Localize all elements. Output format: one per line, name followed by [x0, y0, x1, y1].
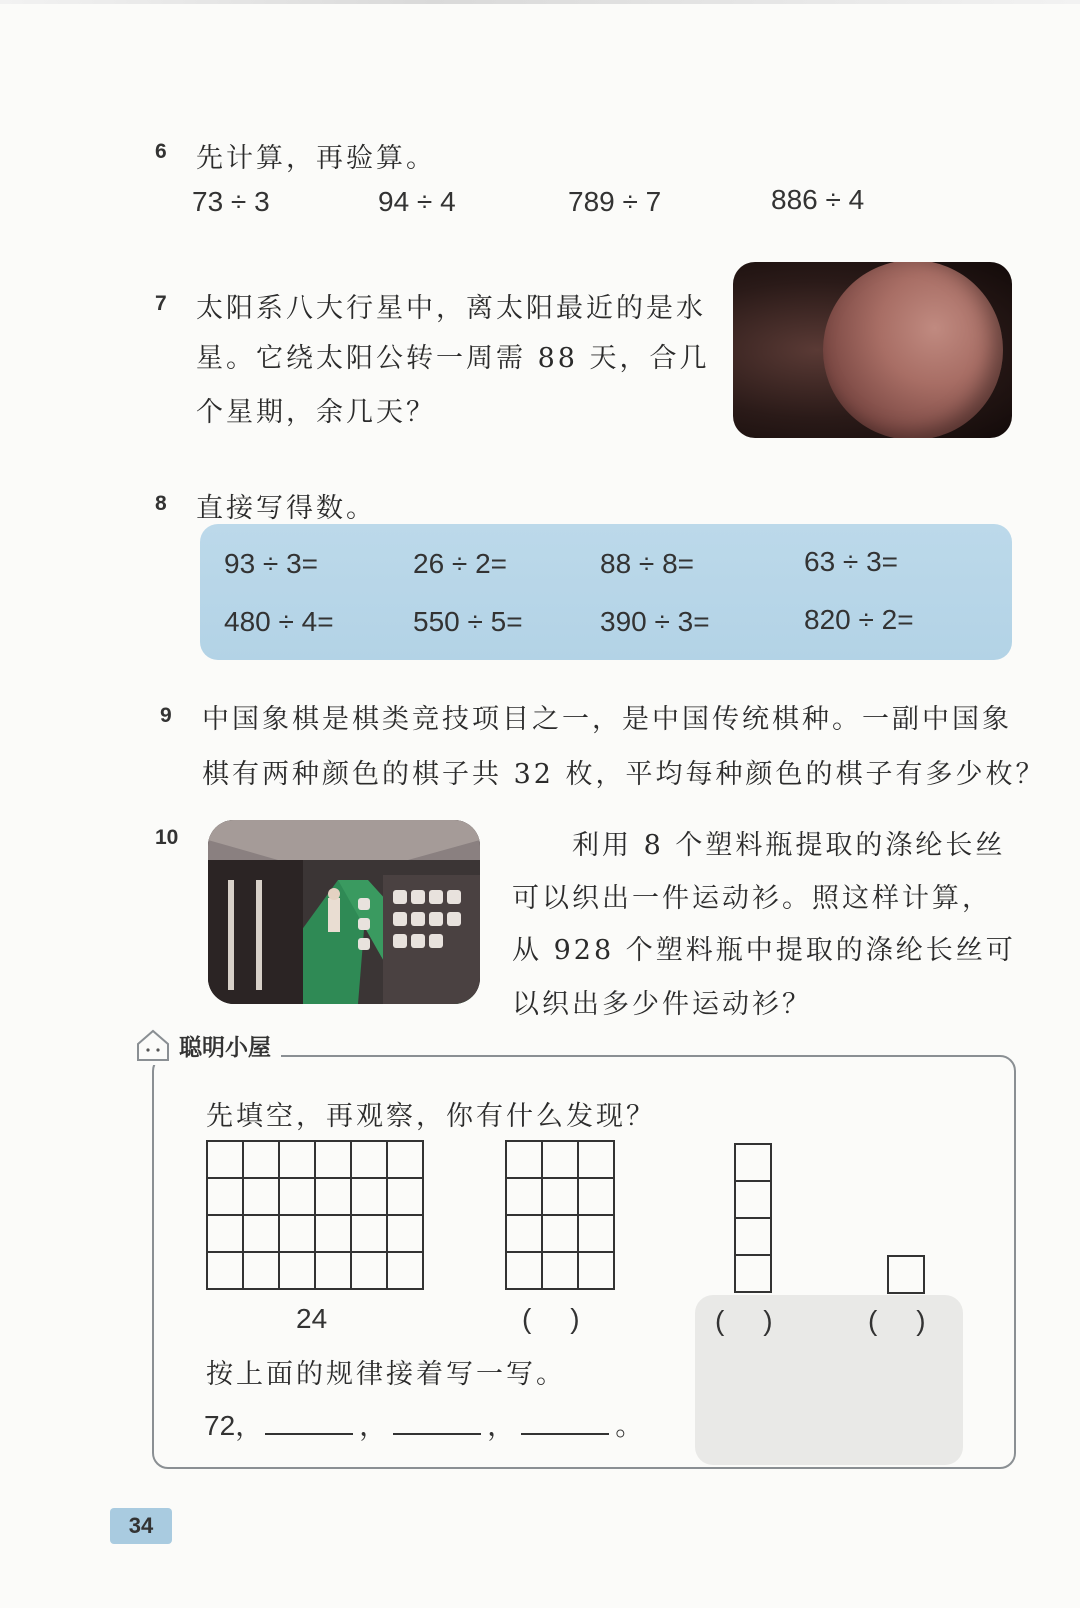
- q8-expression: 26 ÷ 2=: [413, 548, 507, 579]
- grid-label: 24: [296, 1303, 328, 1334]
- grid-1x4: [734, 1143, 772, 1293]
- sequence-separator: ，: [359, 1410, 388, 1441]
- question-6-prompt: 先计算，再验算。: [196, 143, 436, 174]
- question-6-number: 6: [155, 140, 167, 163]
- question-9-number: 9: [160, 704, 172, 727]
- question-7-line: 星。它绕太阳公转一周需 88 天，合几: [196, 343, 710, 374]
- smart-house-header: [135, 1025, 281, 1065]
- q6-expression: 94 ÷ 4: [378, 186, 456, 217]
- page-number: 34: [128, 1513, 154, 1538]
- question-7-line: 太阳系八大行星中，离太阳最近的是水: [196, 293, 706, 324]
- mental-math-panel: [200, 524, 1012, 660]
- grid-6x4: [206, 1140, 424, 1290]
- q8-expression: 88 ÷ 8=: [600, 548, 694, 579]
- sequence-end: 。: [615, 1410, 644, 1441]
- textile-factory-photo: [208, 820, 480, 1004]
- question-10-line: 可以织出一件运动衫。照这样计算，: [512, 883, 992, 914]
- q8-expression: 550 ÷ 5=: [413, 606, 523, 637]
- grid-1x1: [887, 1255, 925, 1294]
- q8-expression: 93 ÷ 3=: [224, 548, 318, 579]
- factory-illustration: [208, 820, 480, 1004]
- q6-expression: 886 ÷ 4: [771, 184, 865, 215]
- smart-house-prompt: 先填空，再观察，你有什么发现？: [206, 1101, 656, 1132]
- sequence-blank[interactable]: [265, 1411, 353, 1435]
- sequence-separator: ，: [487, 1410, 516, 1441]
- question-7-number: 7: [155, 292, 167, 315]
- q8-expression: 63 ÷ 3=: [804, 546, 898, 577]
- question-10-number: 10: [155, 826, 179, 849]
- grid-label-blank[interactable]: ( ): [868, 1305, 926, 1336]
- grid-label-blank[interactable]: ( ): [715, 1305, 773, 1336]
- continue-prompt: 按上面的规律接着写一写。: [206, 1359, 566, 1390]
- question-8-number: 8: [155, 492, 167, 515]
- question-9-line: 中国象棋是棋类竞技项目之一，是中国传统棋种。一副中国象: [202, 704, 1012, 735]
- q8-expression: 480 ÷ 4=: [224, 606, 334, 637]
- question-10-line: 以织出多少件运动衫？: [512, 989, 812, 1020]
- planet-disc: [823, 262, 1003, 438]
- q6-expression: 73 ÷ 3: [192, 186, 270, 217]
- sequence-blank[interactable]: [393, 1411, 481, 1435]
- sequence-start: 72，: [204, 1410, 264, 1441]
- q8-expression: 820 ÷ 2=: [804, 604, 914, 635]
- page-top-edge: [0, 0, 1080, 4]
- mercury-planet-photo: [733, 262, 1012, 438]
- question-8-prompt: 直接写得数。: [196, 493, 376, 524]
- q6-expression: 789 ÷ 7: [568, 186, 662, 217]
- question-7-line: 个星期，余几天？: [196, 397, 436, 428]
- page-number-badge: [110, 1508, 172, 1544]
- sequence-line: [204, 1404, 643, 1444]
- question-9-line: 棋有两种颜色的棋子共 32 枚，平均每种颜色的棋子有多少枚？: [202, 759, 1046, 790]
- grid-3x4: [505, 1140, 615, 1290]
- house-icon: [135, 1028, 171, 1062]
- smart-house-title: 聪明小屋: [179, 1034, 271, 1061]
- question-10-line: 从 928 个塑料瓶中提取的涤纶长丝可: [512, 935, 1016, 966]
- sequence-blank[interactable]: [521, 1411, 609, 1435]
- question-10-line: 利用 8 个塑料瓶提取的涤纶长丝: [572, 830, 1006, 861]
- grid-label-blank[interactable]: ( ): [522, 1303, 580, 1334]
- q8-expression: 390 ÷ 3=: [600, 606, 710, 637]
